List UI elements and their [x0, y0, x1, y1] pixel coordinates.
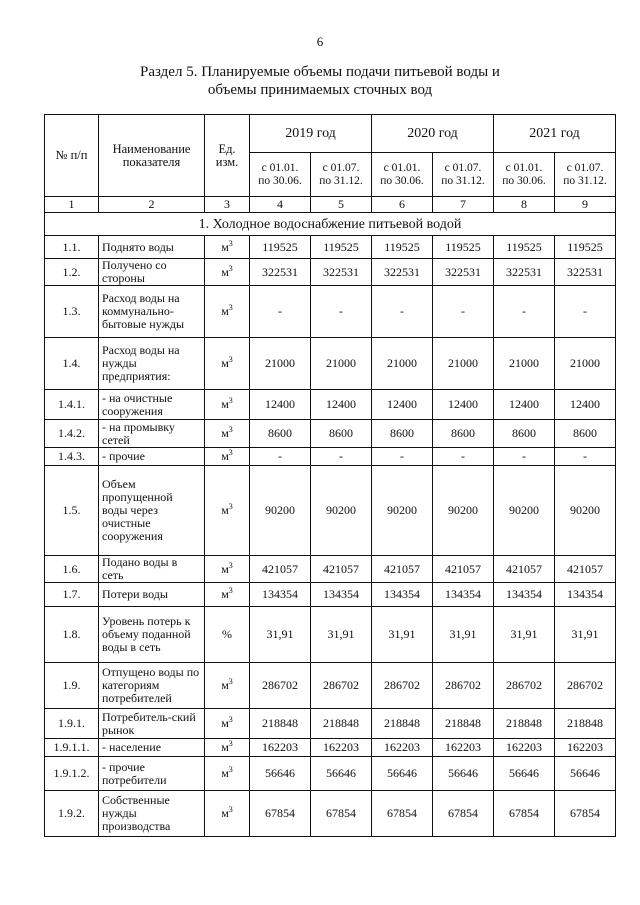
column-number: 4	[250, 197, 311, 213]
row-unit-base: м	[221, 716, 229, 730]
table-row	[45, 420, 616, 448]
row-unit-exponent: 3	[228, 560, 233, 570]
row-value: 218848	[555, 709, 616, 739]
column-number: 2	[99, 197, 205, 213]
row-value: 322531	[433, 259, 494, 286]
row-value: 21000	[311, 338, 372, 390]
row-value: 162203	[372, 739, 433, 757]
row-value: -	[372, 448, 433, 466]
row-value: 67854	[494, 791, 555, 837]
row-value: 119525	[433, 236, 494, 259]
row-value: 286702	[372, 663, 433, 709]
row-indicator-name: - население	[99, 739, 205, 757]
row-unit	[205, 466, 250, 556]
row-value: -	[433, 286, 494, 338]
row-value: 421057	[372, 556, 433, 583]
row-unit-base: м	[221, 806, 229, 820]
header-year-2019: 2019 год	[250, 115, 372, 153]
row-value: 134354	[433, 583, 494, 607]
row-value: 162203	[311, 739, 372, 757]
row-value: 162203	[555, 739, 616, 757]
row-value: -	[433, 448, 494, 466]
row-unit	[205, 583, 250, 607]
row-value: 119525	[250, 236, 311, 259]
row-unit-exponent: 3	[228, 765, 233, 774]
row-unit	[205, 286, 250, 338]
header-period-second-half: с 01.07. по 31.12.	[311, 153, 372, 197]
table-row	[45, 757, 616, 791]
water-volumes-table	[44, 114, 616, 837]
row-value: 90200	[433, 466, 494, 556]
row-number: 1.4.	[45, 338, 99, 390]
row-indicator-name: Отпущено воды по категориям потребителей	[99, 663, 205, 709]
row-value: 421057	[250, 556, 311, 583]
row-number: 1.9.1.1.	[45, 739, 99, 757]
row-value: 12400	[372, 390, 433, 420]
row-value: 218848	[494, 709, 555, 739]
row-indicator-name: Потребитель-ский рынок	[99, 709, 205, 739]
row-unit-base: м	[221, 239, 229, 254]
row-value: 162203	[250, 739, 311, 757]
row-unit-exponent: 3	[228, 739, 233, 748]
row-value: 12400	[494, 390, 555, 420]
row-value: 31,91	[372, 607, 433, 663]
row-indicator-name: Уровень потерь к объему поданной воды в сеть	[99, 607, 205, 663]
row-value: 21000	[372, 338, 433, 390]
row-value: 67854	[433, 791, 494, 837]
row-number: 1.9.	[45, 663, 99, 709]
row-value: 90200	[494, 466, 555, 556]
row-value: 322531	[250, 259, 311, 286]
row-indicator-name: - на промывку сетей	[99, 420, 205, 448]
section-header-row	[45, 213, 616, 236]
table-row	[45, 236, 616, 259]
row-unit	[205, 709, 250, 739]
row-unit	[205, 259, 250, 286]
row-unit-base: м	[221, 397, 229, 411]
row-value: 162203	[433, 739, 494, 757]
row-value: 67854	[311, 791, 372, 837]
row-value: 119525	[494, 236, 555, 259]
header-unit: Ед. изм.	[205, 115, 250, 197]
row-unit-base: м	[221, 740, 229, 754]
row-value: 8600	[433, 420, 494, 448]
row-unit-exponent: 3	[228, 263, 233, 273]
row-value: 119525	[311, 236, 372, 259]
row-value: 286702	[494, 663, 555, 709]
row-value: 21000	[555, 338, 616, 390]
row-value: 286702	[555, 663, 616, 709]
row-value: 56646	[311, 757, 372, 791]
row-indicator-name: Поднято воды	[99, 236, 205, 259]
row-value: 134354	[372, 583, 433, 607]
header-name: Наименование показателя	[99, 115, 205, 197]
row-unit-base: м	[221, 766, 229, 780]
row-value: 421057	[494, 556, 555, 583]
table-row	[45, 390, 616, 420]
row-value: -	[555, 448, 616, 466]
column-number: 5	[311, 197, 372, 213]
row-unit	[205, 236, 250, 259]
header-period-second-half: с 01.07. по 31.12.	[433, 153, 494, 197]
row-value: 12400	[250, 390, 311, 420]
row-unit	[205, 757, 250, 791]
table-row	[45, 583, 616, 607]
row-value: -	[372, 286, 433, 338]
row-number: 1.6.	[45, 556, 99, 583]
row-value: 90200	[555, 466, 616, 556]
row-value: 90200	[311, 466, 372, 556]
row-unit-base: м	[221, 503, 229, 517]
column-number: 3	[205, 197, 250, 213]
header-year-2020: 2020 год	[372, 115, 494, 153]
table-row	[45, 448, 616, 466]
column-number: 8	[494, 197, 555, 213]
header-row-years	[45, 115, 616, 153]
row-number: 1.8.	[45, 607, 99, 663]
row-indicator-name: Подано воды в сеть	[99, 556, 205, 583]
row-value: 12400	[555, 390, 616, 420]
row-unit-base: м	[221, 678, 229, 692]
row-value: 8600	[494, 420, 555, 448]
row-value: 322531	[494, 259, 555, 286]
row-indicator-name: - прочие	[99, 448, 205, 466]
row-unit-exponent: 3	[228, 586, 233, 595]
row-value: -	[555, 286, 616, 338]
row-value: 218848	[372, 709, 433, 739]
row-number: 1.4.3.	[45, 448, 99, 466]
row-number: 1.5.	[45, 466, 99, 556]
row-value: 286702	[433, 663, 494, 709]
header-period-first-half: с 01.01. по 30.06.	[494, 153, 555, 197]
row-number: 1.7.	[45, 583, 99, 607]
row-value: 119525	[555, 236, 616, 259]
row-value: 421057	[433, 556, 494, 583]
row-value: 218848	[250, 709, 311, 739]
row-value: 134354	[250, 583, 311, 607]
table-row	[45, 709, 616, 739]
table-row	[45, 791, 616, 837]
row-unit	[205, 739, 250, 757]
row-unit-base: м	[221, 264, 229, 279]
table-row	[45, 286, 616, 338]
row-unit	[205, 448, 250, 466]
row-indicator-name: Объем пропущенной воды через очистные сооружения	[99, 466, 205, 556]
row-indicator-name: Расход воды на нужды предприятия:	[99, 338, 205, 390]
row-value: 119525	[372, 236, 433, 259]
table-row	[45, 259, 616, 286]
row-value: 31,91	[311, 607, 372, 663]
row-value: 56646	[372, 757, 433, 791]
row-unit-base: м	[221, 449, 229, 463]
row-value: 67854	[372, 791, 433, 837]
row-unit-base: м	[221, 561, 229, 576]
row-value: 31,91	[250, 607, 311, 663]
row-value: 56646	[494, 757, 555, 791]
row-value: 421057	[311, 556, 372, 583]
row-unit-exponent: 3	[228, 396, 233, 405]
row-value: 322531	[555, 259, 616, 286]
section-title-line2: объемы принимаемых сточных вод	[207, 82, 433, 98]
row-unit	[205, 420, 250, 448]
table-row	[45, 663, 616, 709]
row-value: 421057	[555, 556, 616, 583]
row-value: 31,91	[433, 607, 494, 663]
row-value: 322531	[311, 259, 372, 286]
row-value: 90200	[372, 466, 433, 556]
row-number: 1.3.	[45, 286, 99, 338]
row-unit	[205, 338, 250, 390]
row-indicator-name: Расход воды на коммунально-бытовые нужды	[99, 286, 205, 338]
header-period-first-half: с 01.01. по 30.06.	[250, 153, 311, 197]
row-value: 31,91	[555, 607, 616, 663]
page-number: 6	[316, 34, 324, 49]
header-period-second-half: с 01.07. по 31.12.	[555, 153, 616, 197]
row-unit-base: м	[221, 587, 229, 601]
row-value: -	[250, 448, 311, 466]
row-value: 218848	[433, 709, 494, 739]
row-value: 67854	[250, 791, 311, 837]
row-value: 8600	[250, 420, 311, 448]
row-value: 56646	[433, 757, 494, 791]
table-row	[45, 338, 616, 390]
row-value: 134354	[494, 583, 555, 607]
row-value: 134354	[311, 583, 372, 607]
header-num: № п/п	[45, 115, 99, 197]
row-value: -	[311, 286, 372, 338]
row-value: 31,91	[494, 607, 555, 663]
row-unit-exponent: 3	[228, 677, 233, 686]
row-indicator-name: Собственные нужды производства	[99, 791, 205, 837]
row-value: 218848	[311, 709, 372, 739]
row-number: 1.9.1.	[45, 709, 99, 739]
row-number: 1.4.2.	[45, 420, 99, 448]
row-unit-exponent: 3	[228, 238, 233, 248]
header-period-first-half: с 01.01. по 30.06.	[372, 153, 433, 197]
row-value: 21000	[433, 338, 494, 390]
section-cold-water-title: 1. Холодное водоснабжение питьевой водой	[45, 213, 616, 236]
row-value: 162203	[494, 739, 555, 757]
row-unit-exponent: 3	[228, 425, 233, 434]
row-value: 8600	[372, 420, 433, 448]
row-indicator-name: Потери воды	[99, 583, 205, 607]
row-unit-exponent: 3	[228, 355, 233, 364]
row-unit-exponent: 3	[228, 303, 233, 312]
section-title	[0, 63, 640, 99]
row-value: 8600	[311, 420, 372, 448]
row-number: 1.2.	[45, 259, 99, 286]
table-row	[45, 466, 616, 556]
column-number: 6	[372, 197, 433, 213]
row-unit	[205, 607, 250, 663]
section-title-line1: Раздел 5. Планируемые объемы подачи питьевой воды и	[140, 64, 500, 80]
row-indicator-name: - на очистные сооружения	[99, 390, 205, 420]
row-value: 134354	[555, 583, 616, 607]
column-number: 7	[433, 197, 494, 213]
row-number: 1.1.	[45, 236, 99, 259]
row-unit	[205, 663, 250, 709]
row-value: 322531	[372, 259, 433, 286]
row-value: 67854	[555, 791, 616, 837]
row-unit-exponent: 3	[228, 715, 233, 724]
row-unit-base: м	[221, 426, 229, 440]
row-value: 286702	[311, 663, 372, 709]
row-value: 21000	[494, 338, 555, 390]
row-value: -	[311, 448, 372, 466]
row-number: 1.9.1.2.	[45, 757, 99, 791]
table-row	[45, 607, 616, 663]
row-unit	[205, 390, 250, 420]
row-unit	[205, 556, 250, 583]
table-row	[45, 556, 616, 583]
header-year-2021: 2021 год	[494, 115, 616, 153]
row-value: 56646	[250, 757, 311, 791]
table-row	[45, 739, 616, 757]
row-number: 1.9.2.	[45, 791, 99, 837]
row-unit	[205, 791, 250, 837]
row-value: -	[250, 286, 311, 338]
row-indicator-name: Получено со стороны	[99, 259, 205, 286]
row-value: 56646	[555, 757, 616, 791]
row-unit-base: м	[221, 304, 229, 318]
row-value: 21000	[250, 338, 311, 390]
row-value: 8600	[555, 420, 616, 448]
row-indicator-name: - прочие потребители	[99, 757, 205, 791]
row-number: 1.4.1.	[45, 390, 99, 420]
row-unit-exponent: 3	[228, 805, 233, 814]
column-number: 1	[45, 197, 99, 213]
row-value: -	[494, 448, 555, 466]
row-value: 12400	[311, 390, 372, 420]
row-unit-exponent: 3	[228, 502, 233, 511]
row-value: 286702	[250, 663, 311, 709]
column-number: 9	[555, 197, 616, 213]
row-value: 90200	[250, 466, 311, 556]
row-unit-exponent: 3	[228, 448, 233, 457]
column-number-row	[45, 197, 616, 213]
row-value: -	[494, 286, 555, 338]
row-value: 12400	[433, 390, 494, 420]
row-unit-base: %	[222, 627, 232, 641]
row-unit-base: м	[221, 356, 229, 370]
